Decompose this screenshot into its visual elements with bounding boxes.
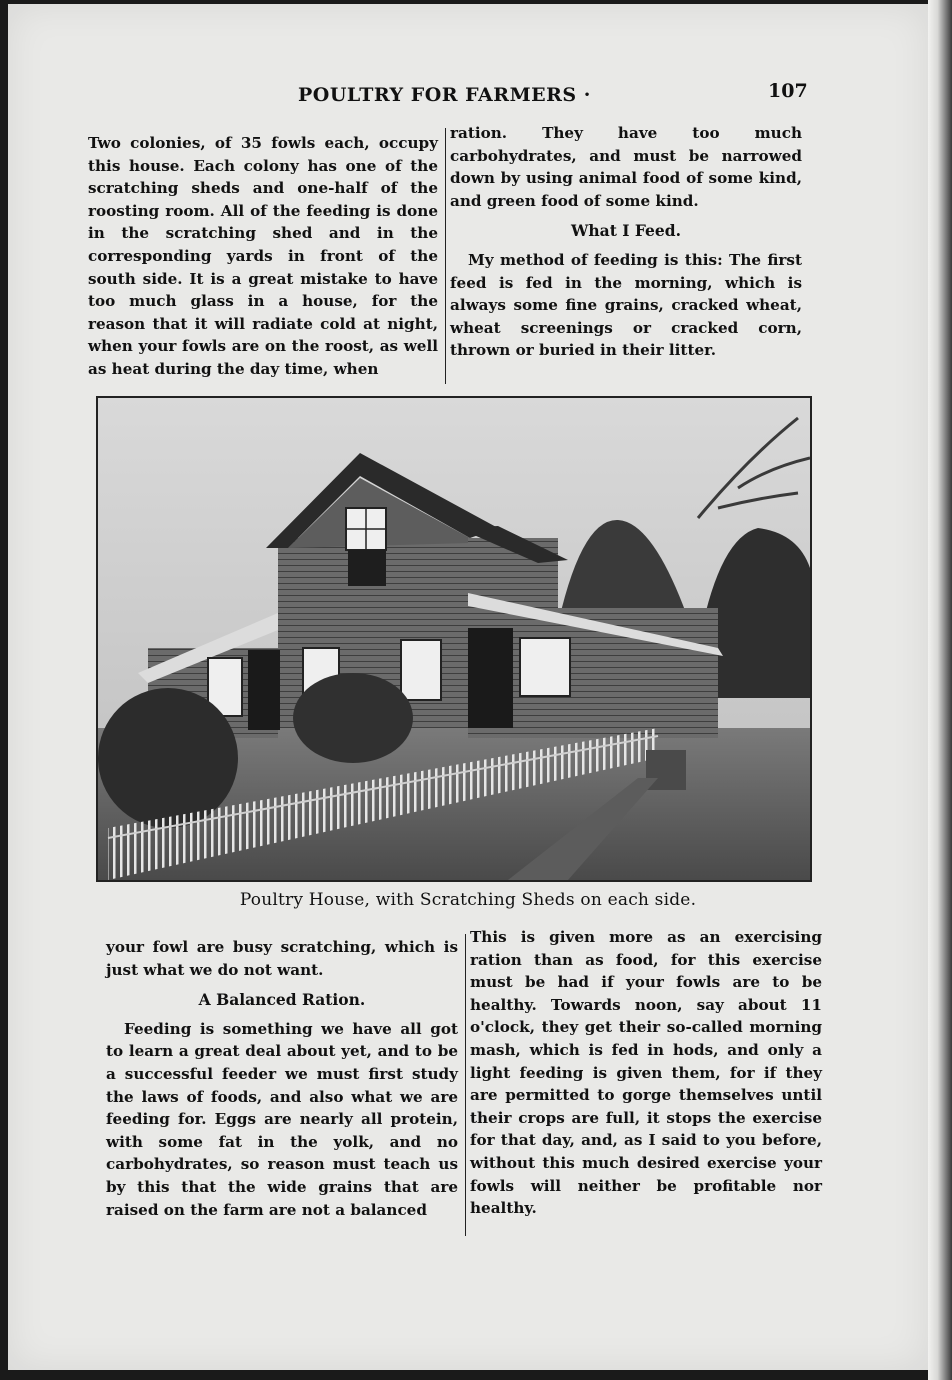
paragraph: Two colonies, of 35 fowls each, occupy this house. Each colony has one of the scratching sheds and one-half of the roosting room. All of the feeding is done in the scratching shed and in the corresponding yards in front of the south side. It is a great mistake to have too much glass in a house, for the reason that it will radiate cold at night, when your fowls are on the roost, as well as heat during the day time, when bbox=[88, 134, 438, 378]
column-divider bbox=[465, 934, 466, 1236]
figure-caption: Poultry House, with Scratching Sheds on each side. bbox=[239, 890, 697, 910]
section-heading-balanced-ration: A Balanced Ration. bbox=[198, 990, 366, 1010]
book-page bbox=[8, 4, 928, 1370]
poultry-house-photograph bbox=[96, 396, 812, 882]
poultry-house-image bbox=[98, 398, 810, 880]
page-header bbox=[8, 80, 928, 114]
column-divider bbox=[445, 128, 446, 384]
running-title: POULTRY FOR FARMERS · bbox=[298, 84, 591, 106]
bottom-right-column bbox=[470, 926, 822, 1220]
paragraph: your fowl are busy scratching, which is just what we do not want. bbox=[106, 938, 458, 979]
paragraph: This is given more as an exercising ration than as food, for this exercise must be had if your fowls are to be healthy. Towards noon, say about 11 o'clock, they get their so-called morning mash, which is fed in hods, and only a light feeding is given them, for if they are permitted to gorge themselves until their crops are full, it stops the exercise for that day, and, as I said to you before, without this much desired exercise your fowls will neither be profitable nor healthy. bbox=[470, 928, 822, 1218]
page-number: 107 bbox=[768, 80, 808, 102]
paragraph: My method of feeding is this: The first feed is fed in the morning, which is always some fine grains, cracked wheat, wheat screenings or cracked corn, thrown or buried in their litter. bbox=[450, 250, 802, 360]
paragraph: Feeding is something we have all got to learn a great deal about yet, and to be a successful feeder we must first study the laws of foods, and also what we are feeding for. Eggs are nearly all protein, with some fat in the yolk, and no carbohydrates, so reason must teach us by this that the wide grains that are raised on the farm are not a balanced bbox=[106, 1019, 458, 1219]
bottom-left-column bbox=[106, 936, 458, 1221]
top-left-column bbox=[88, 132, 438, 381]
top-right-column bbox=[450, 122, 802, 362]
paragraph: ration. They have too much carbohydrates, and must be narrowed down by using animal food of some kind, and green food of some kind. bbox=[450, 124, 802, 210]
book-spine-edge bbox=[928, 0, 952, 1380]
section-heading-what-i-feed: What I Feed. bbox=[570, 221, 682, 241]
